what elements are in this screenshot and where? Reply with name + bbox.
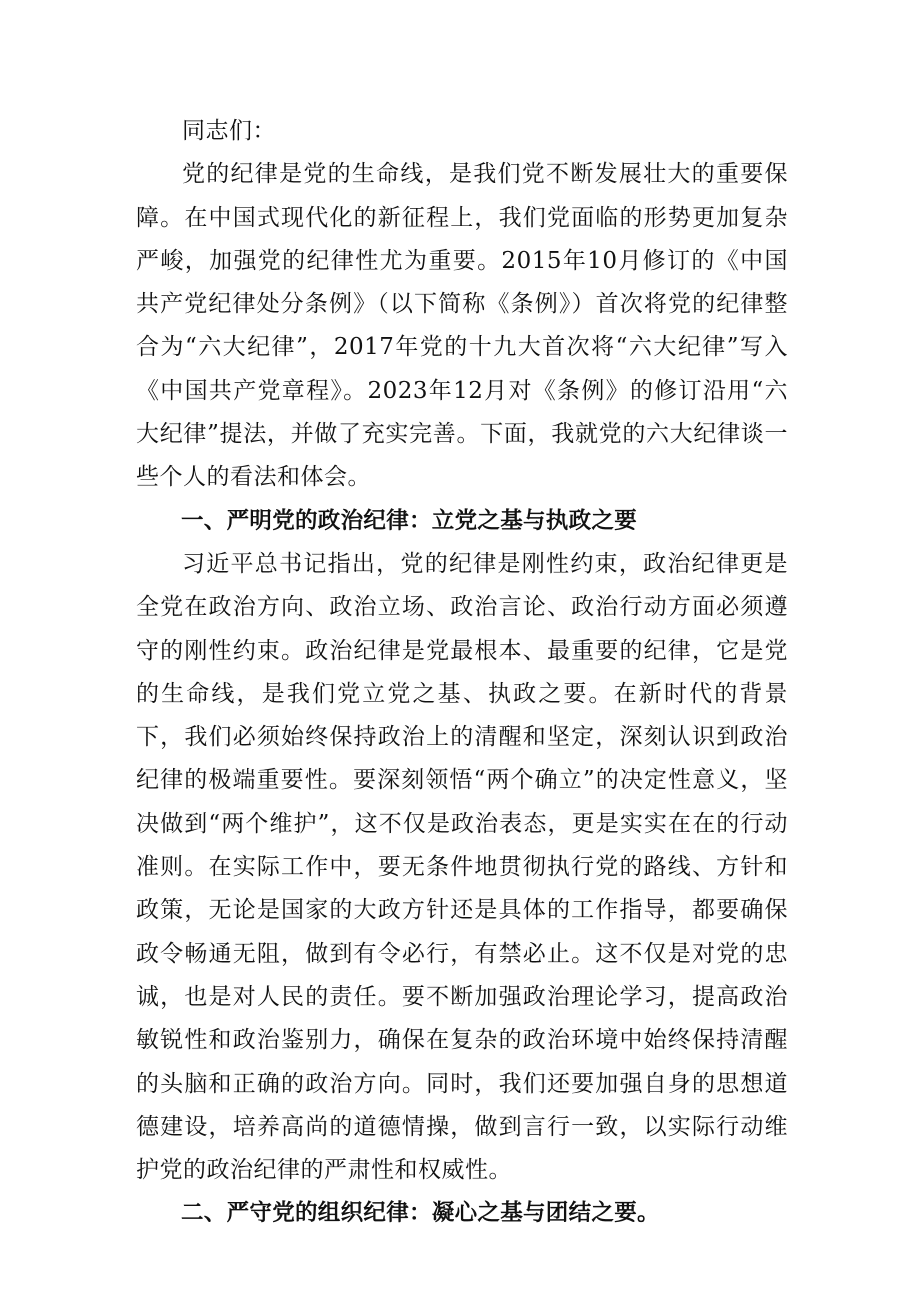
salutation: 同志们： [182,118,276,144]
section-1-paragraph: 习近平总书记指出，党的纪律是刚性约束，政治纪律更是全党在政治方向、政治立场、政治言论、政治行动方面必须遵守的刚性约束。政治纪律是党最根本、最重要的纪律，它是党的生命线，是我们党立党之基、执政之要。在新时代的背景下，我们必须始终保持政治上的清醒和坚定，深刻认识到政治纪律的极端重要性。要深刻领悟“两个确立”的决定性意义，坚决做到“两个维护”，这不仅是政治表态，更是实实在在的行动准则。在实际工作中，要无条件地贯彻执行党的路线、方针和政策，无论是国家的大政方针还是具体的工作指导，都要确保政令畅通无阻，做到有令必行，有禁必止。这不仅是对党的忠诚，也是对人民的责任。要不断加强政治理论学习，提高政治敏锐性和政治鉴别力，确保在复杂的政治环境中始终保持清醒的头脑和正确的政治方向。同时，我们还要加强自身的思想道德建设，培养高尚的道德情操，做到言行一致，以实际行动维护党的政治纪律的严肃性和权威性。 [136,550,788,1184]
section-2-heading: 二、严守党的组织纪律：凝心之基与团结之要。 [181,1200,660,1227]
document-body [136,110,788,1236]
intro-paragraph: 党的纪律是党的生命线，是我们党不断发展壮大的重要保障。在中国式现代化的新征程上，我们党面临的形势更加复杂严峻，加强党的纪律性尤为重要。2015年10月修订的《中国共产党纪律处分条例》（以下简称《条例》）首次将党的纪律整合为“六大纪律”，2017年党的十九大首次将“六大纪律”写入《中国共产党章程》。2023年12月对《条例》的修订沿用“六大纪律”提法，并做了充实完善。下面，我就党的六大纪律谈一些个人的看法和体会。 [136,161,788,491]
section-1-heading: 一、严明党的政治纪律：立党之基与执政之要 [181,507,638,534]
